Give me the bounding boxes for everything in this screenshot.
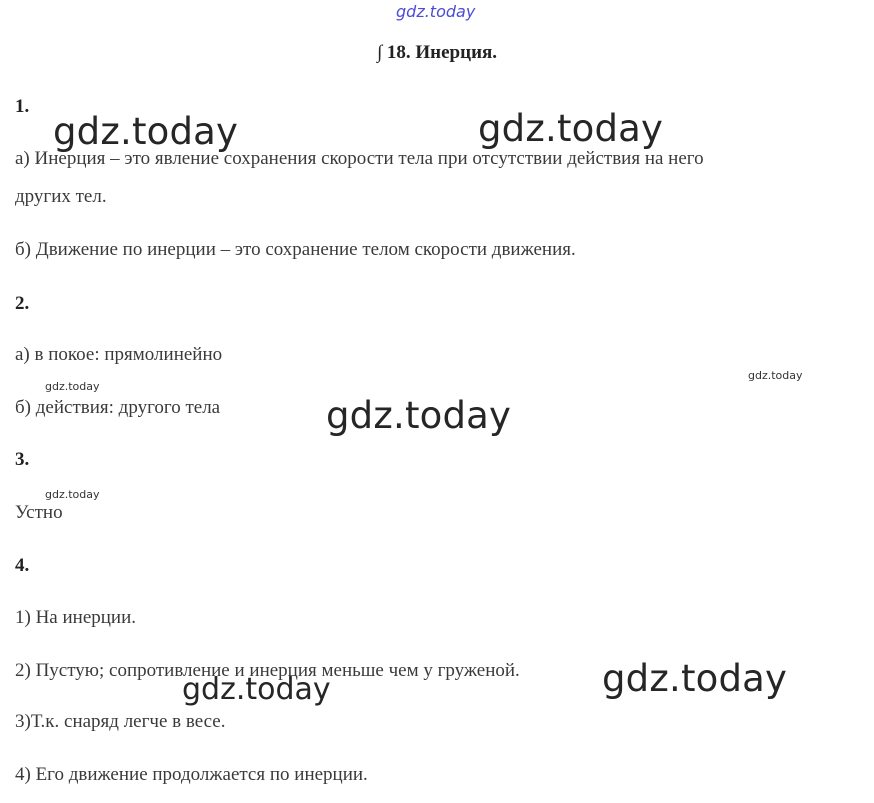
section-2-line-1: а) в покое: прямолинейно	[15, 344, 223, 365]
section-4-number: 4.	[15, 555, 30, 576]
section-1-line-3: б) Движение по инерции – это сохранение телом скорости движения.	[15, 239, 576, 260]
section-4-line-1: 1) На инерции.	[15, 607, 137, 628]
watermark-small: gdz.today	[45, 488, 100, 501]
section-3-line-1: Устно	[15, 502, 63, 523]
watermark-large: gdz.today	[53, 110, 239, 153]
watermark-large: gdz.today	[182, 672, 331, 707]
section-2-number: 2.	[15, 293, 30, 314]
section-2-line-2: б) действия: другого тела	[15, 397, 221, 418]
section-3-number: 3.	[15, 449, 30, 470]
watermark-top: gdz.today	[396, 2, 476, 21]
section-4-line-2: 2) Пустую; сопротивление и инерция меньше чем у груженой.	[15, 660, 520, 681]
section-1-line-2: других тел.	[15, 186, 107, 207]
page-title: ∫ 18. Инерция.	[376, 42, 498, 63]
watermark-small: gdz.today	[45, 380, 100, 393]
watermark-large: gdz.today	[602, 657, 788, 700]
watermark-large: gdz.today	[478, 107, 664, 150]
watermark-large: gdz.today	[326, 394, 512, 437]
section-1-number: 1.	[15, 96, 30, 117]
watermark-small: gdz.today	[748, 369, 803, 382]
section-4-line-3: 3)Т.к. снаряд легче в весе.	[15, 711, 226, 732]
section-1-line-1: а) Инерция – это явление сохранения скорости тела при отсутствии действия на него	[15, 148, 704, 169]
section-4-line-4: 4) Его движение продолжается по инерции.	[15, 764, 368, 785]
